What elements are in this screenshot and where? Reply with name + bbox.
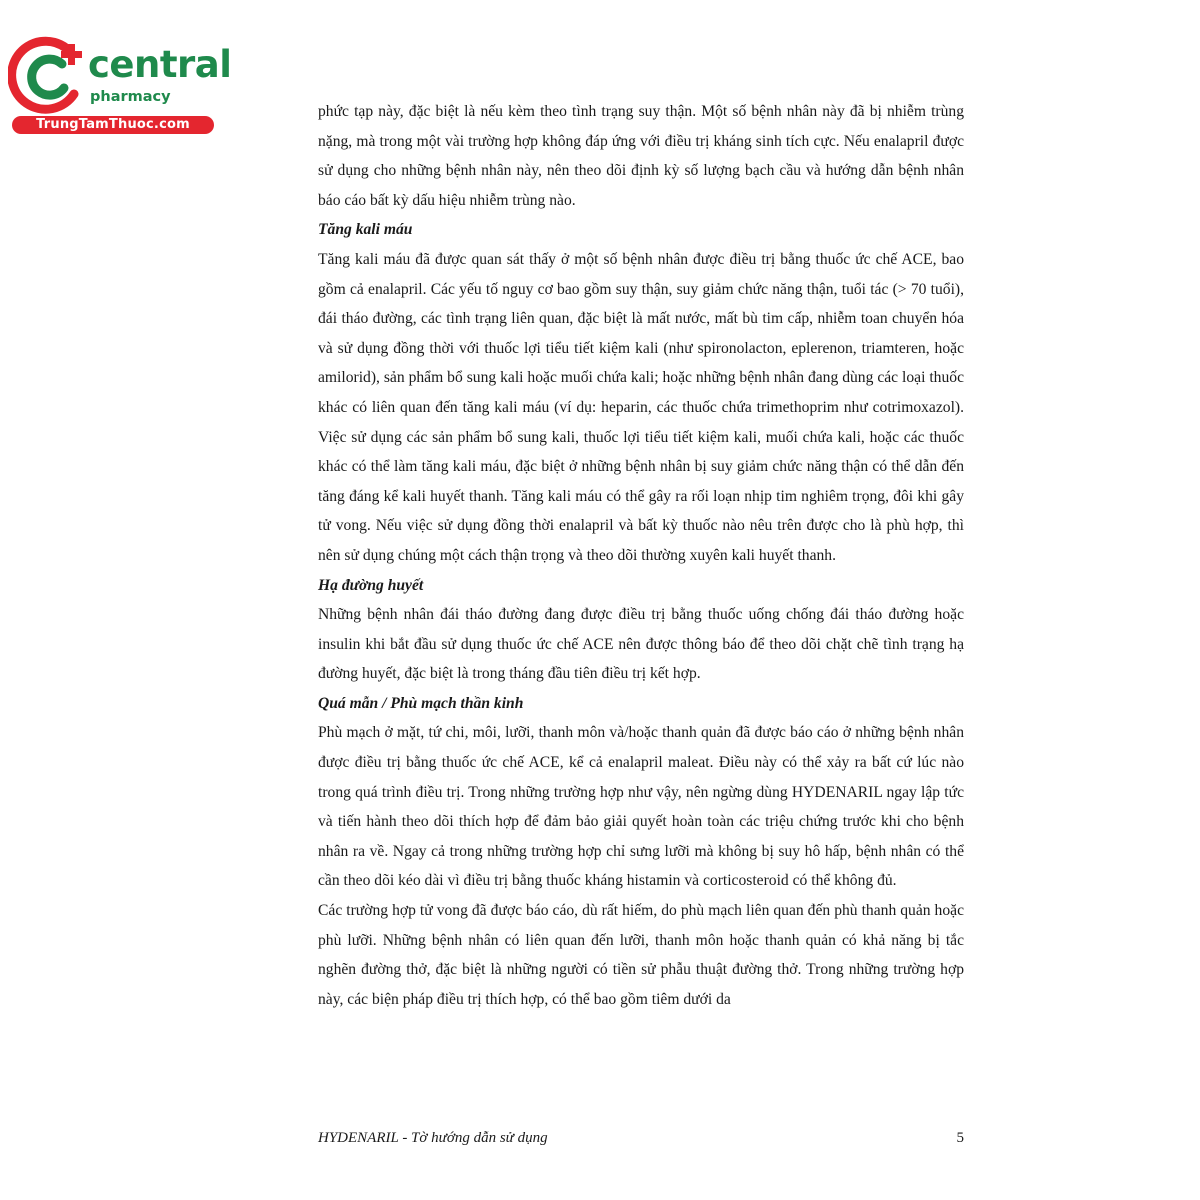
brand-logo: [8, 34, 232, 138]
heading-hyperkalemia: Tăng kali máu: [318, 221, 413, 239]
page-number: 5: [956, 1130, 964, 1146]
heading-angioedema: Quá mẫn / Phù mạch thần kinh: [318, 694, 524, 712]
paragraph-angioedema-2: Các trường hợp tử vong đã được báo cáo, dù rất hiếm, do phù mạch liên quan đến phù thanh quản hoặc phù lưỡi. Những bệnh nhân có liên quan đến lưỡi, thanh môn hoặc thanh quản có khả năng bị tắc nghẽn đường thở, đặc biệt là những người có tiền sử phẫu thuật đường thở. Trong những trường hợp này, các biện pháp điều trị thích hợp, có thể bao gồm tiêm dưới da: [318, 902, 964, 1008]
logo-website-badge: TrungTamThuoc.com: [12, 116, 214, 134]
logo-sub-text: pharmacy: [90, 89, 171, 105]
heading-hypoglycemia: Hạ đường huyết: [318, 576, 424, 594]
paragraph-hyperkalemia: Tăng kali máu đã được quan sát thấy ở một số bệnh nhân được điều trị bằng thuốc ức chế ACE, bao gồm cả enalapril. Các yếu tố nguy cơ bao gồm suy thận, suy giảm chức năng thận, tuổi tác (> 70 tuổi), đái tháo đường, các tình trạng liên quan, đặc biệt là mất nước, mất bù tim cấp, nhiễm toan chuyển hóa và sử dụng đồng thời với thuốc lợi tiểu tiết kiệm kali (như spironolacton, eplerenon, triamteren, hoặc amilorid), sản phẩm bổ sung kali hoặc muối chứa kali; hoặc những bệnh nhân đang dùng các loại thuốc khác có liên quan đến tăng kali máu (ví dụ: heparin, các thuốc chứa trimethoprim như cotrimoxazol). Việc sử dụng các sản phẩm bổ sung kali, thuốc lợi tiểu tiết kiệm kali, muối chứa kali, hoặc các thuốc khác có thể làm tăng kali máu, đặc biệt ở những bệnh nhân bị suy giảm chức năng thận có thể dẫn đến tăng đáng kể kali huyết thanh. Tăng kali máu có thể gây ra rối loạn nhịp tim nghiêm trọng, đôi khi gây tử vong. Nếu việc sử dụng đồng thời enalapril và bất kỳ thuốc nào nêu trên được cho là phù hợp, thì nên sử dụng chúng một cách thận trọng và theo dõi thường xuyên kali huyết thanh.: [318, 250, 964, 564]
pharmacy-cross-logo-icon: [8, 36, 90, 118]
paragraph-intro: phức tạp này, đặc biệt là nếu kèm theo tình trạng suy thận. Một số bệnh nhân này đã bị nhiễm trùng nặng, mà trong một vài trường hợp không đáp ứng với điều trị kháng sinh tích cực. Nếu enalapril được sử dụng cho những bệnh nhân này, nên theo dõi định kỳ số lượng bạch cầu và hướng dẫn bệnh nhân báo cáo bất kỳ dấu hiệu nhiễm trùng nào.: [318, 103, 964, 209]
logo-brand-text: central: [88, 43, 232, 86]
footer-document-title: HYDENARIL - Tờ hướng dẫn sử dụng: [318, 1130, 548, 1146]
paragraph-angioedema-1: Phù mạch ở mặt, tứ chi, môi, lưỡi, thanh môn và/hoặc thanh quản đã được báo cáo ở những bệnh nhân được điều trị bằng thuốc ức chế ACE, kể cả enalapril maleat. Điều này có thể xảy ra bất cứ lúc nào trong quá trình điều trị. Trong những trường hợp như vậy, nên ngừng dùng HYDENARIL ngay lập tức và tiến hành theo dõi thích hợp để đảm bảo giải quyết hoàn toàn các triệu chứng trước khi cho bệnh nhân ra về. Ngay cả trong những trường hợp chỉ sưng lưỡi mà không bị suy hô hấp, bệnh nhân có thể cần theo dõi kéo dài vì điều trị bằng thuốc kháng histamin và corticosteroid có thể không đủ.: [318, 724, 964, 890]
paragraph-hypoglycemia: Những bệnh nhân đái tháo đường đang được điều trị bằng thuốc uống chống đái tháo đường hoặc insulin khi bắt đầu sử dụng thuốc ức chế ACE nên được thông báo để theo dõi chặt chẽ tình trạng hạ đường huyết, đặc biệt là trong tháng đầu tiên điều trị kết hợp.: [318, 606, 964, 683]
document-body: [318, 97, 964, 1014]
